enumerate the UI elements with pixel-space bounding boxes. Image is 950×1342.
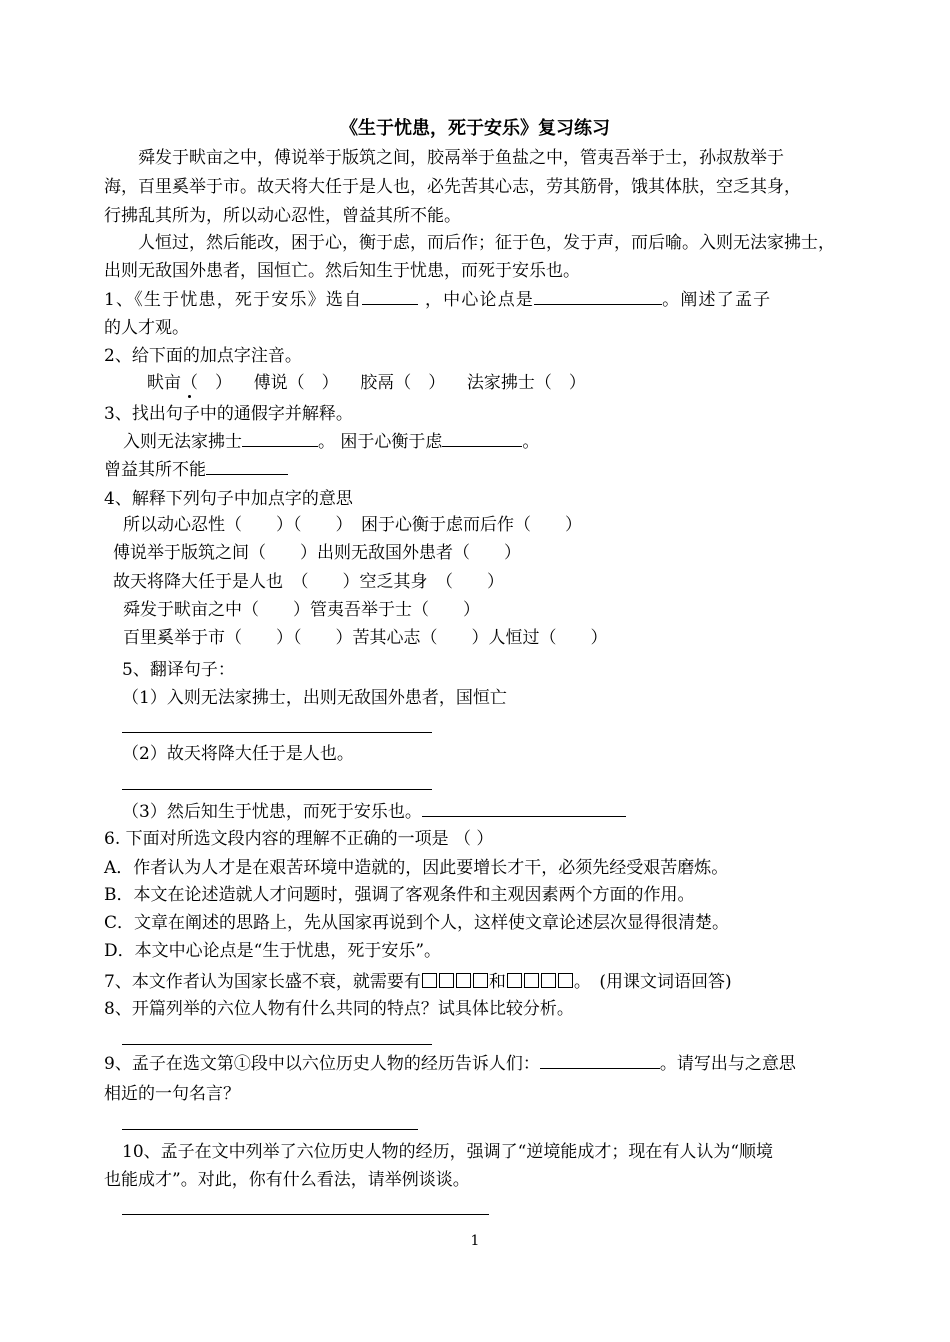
question-10: 10、孟子在文中列举了六位历史人物的经历，强调了“逆境能成才；现在有人认为“顺境: [122, 1142, 774, 1162]
passage-line-5: 出则无敌国外患者，国恒亡。然后知生于忧患，而死于安乐也。: [104, 261, 580, 281]
page-number: 1: [470, 1233, 480, 1249]
passage-line-2: 海，百里奚举于市。故天将大任于是人也，必先苦其心志，劳其筋骨，饿其体肤，空乏其身，: [104, 177, 801, 197]
blank-thesis[interactable]: [534, 288, 662, 305]
q4-row-2: 傅说举于版筑之间（ ）出则无敌国外患者（ ）: [113, 543, 521, 563]
pinyin-item-1: 畎亩（ ）: [147, 373, 232, 393]
q4-row-3: 故天将降大任于是人也 （ ）空乏其身 （ ）: [113, 572, 504, 592]
blank-9[interactable]: [540, 1052, 660, 1069]
blank-3b[interactable]: [442, 430, 522, 447]
question-7: 7、本文作者认为国家长盛不衰，就需要有 和 。 (用课文词语回答): [104, 972, 732, 992]
question-3: 3、找出句子中的通假字并解释。: [104, 404, 353, 424]
answer-line-9[interactable]: [122, 1129, 418, 1130]
page-title: 《生于忧患，死于安乐》复习练习: [340, 118, 610, 139]
passage-line-3: 行拂乱其所为，所以动心忍性，曾益其所不能。: [104, 206, 461, 226]
question-8: 8、开篇列举的六位人物有什么共同的特点？试具体比较分析。: [104, 999, 574, 1019]
passage-line-1: 舜发于畎亩之中，傅说举于版筑之间，胶鬲举于鱼盐之中，管夷吾举于士，孙叔敖举于: [104, 148, 784, 168]
question-9: 9、孟子在选文第①段中以六位历史人物的经历告诉人们： 。请写出与之意思: [104, 1054, 796, 1074]
question-6: 6. 下面对所选文段内容的理解不正确的一项是 （ ）: [104, 829, 494, 849]
answer-line-10[interactable]: [122, 1214, 489, 1215]
option-b: B．本文在论述造就人才问题时，强调了客观条件和主观因素两个方面的作用。: [104, 885, 695, 905]
answer-line-5-1[interactable]: [122, 732, 432, 733]
q5-sentence-1: （1）入则无法家拂士，出则无敌国外患者，国恒亡: [122, 688, 507, 708]
option-d: D．本文中心论点是“生于忧患，死于安乐”。: [104, 941, 442, 961]
blank-3c[interactable]: [206, 458, 288, 475]
question-9-cont: 相近的一句名言？: [104, 1084, 240, 1104]
answer-line-5-3[interactable]: [422, 800, 626, 817]
question-2-items: [147, 371, 586, 395]
question-5: 5、翻译句子：: [122, 660, 235, 680]
q4-row-4: 舜发于畎亩之中（ ）管夷吾举于士（ ）: [123, 600, 480, 620]
blank-3a[interactable]: [242, 430, 318, 447]
question-1-cont: 的人才观。: [104, 318, 189, 338]
option-c: C．文章在阐述的思路上，先从国家再说到个人，这样使文章论述层次显得很清楚。: [104, 913, 730, 933]
question-3-line-2: 曾益其所不能: [104, 458, 288, 482]
pinyin-item-2: 傅说（ ）: [253, 373, 339, 393]
question-1: 1、《生于忧患，死于安乐》选自 ，中心论点是 。阐述了孟子: [104, 290, 772, 310]
q4-row-1: 所以动心忍性（ ）（ ） 困于心衡于虑而后作（ ）: [123, 515, 582, 535]
option-a: A．作者认为人才是在艰苦环境中造就的，因此要增长才干，必须先经受艰苦磨炼。: [104, 858, 729, 878]
question-10-cont: 也能成才”。对此，你有什么看法，请举例谈谈。: [104, 1170, 470, 1190]
passage-line-4: 人恒过，然后能改，困于心，衡于虑，而后作；征于色，发于声，而后喻。入则无法家拂士，: [104, 233, 835, 253]
answer-boxes-1[interactable]: [421, 972, 489, 992]
question-4: 4、解释下列句子中加点字的意思: [104, 489, 353, 509]
answer-line-8[interactable]: [122, 1044, 432, 1045]
blank-source[interactable]: [362, 288, 418, 305]
q5-sentence-3: （3）然后知生于忧患，而死于安乐也。: [122, 800, 626, 824]
pinyin-item-3: 胶鬲（ ）: [360, 373, 446, 393]
answer-boxes-2[interactable]: [506, 972, 574, 992]
pinyin-item-4: 法家拂士（ ）: [466, 373, 586, 393]
q5-sentence-2: （2）故天将降大任于是人也。: [122, 744, 354, 764]
question-2: 2、给下面的加点字注音。: [104, 346, 302, 366]
question-3-line-1: 入则无法家拂士 。 困于心衡于虑 。: [123, 432, 540, 452]
answer-line-5-2[interactable]: [122, 789, 432, 790]
q4-row-5: 百里奚举于市（ ）（ ）苦其心志（ ）人恒过（ ）: [123, 628, 608, 648]
